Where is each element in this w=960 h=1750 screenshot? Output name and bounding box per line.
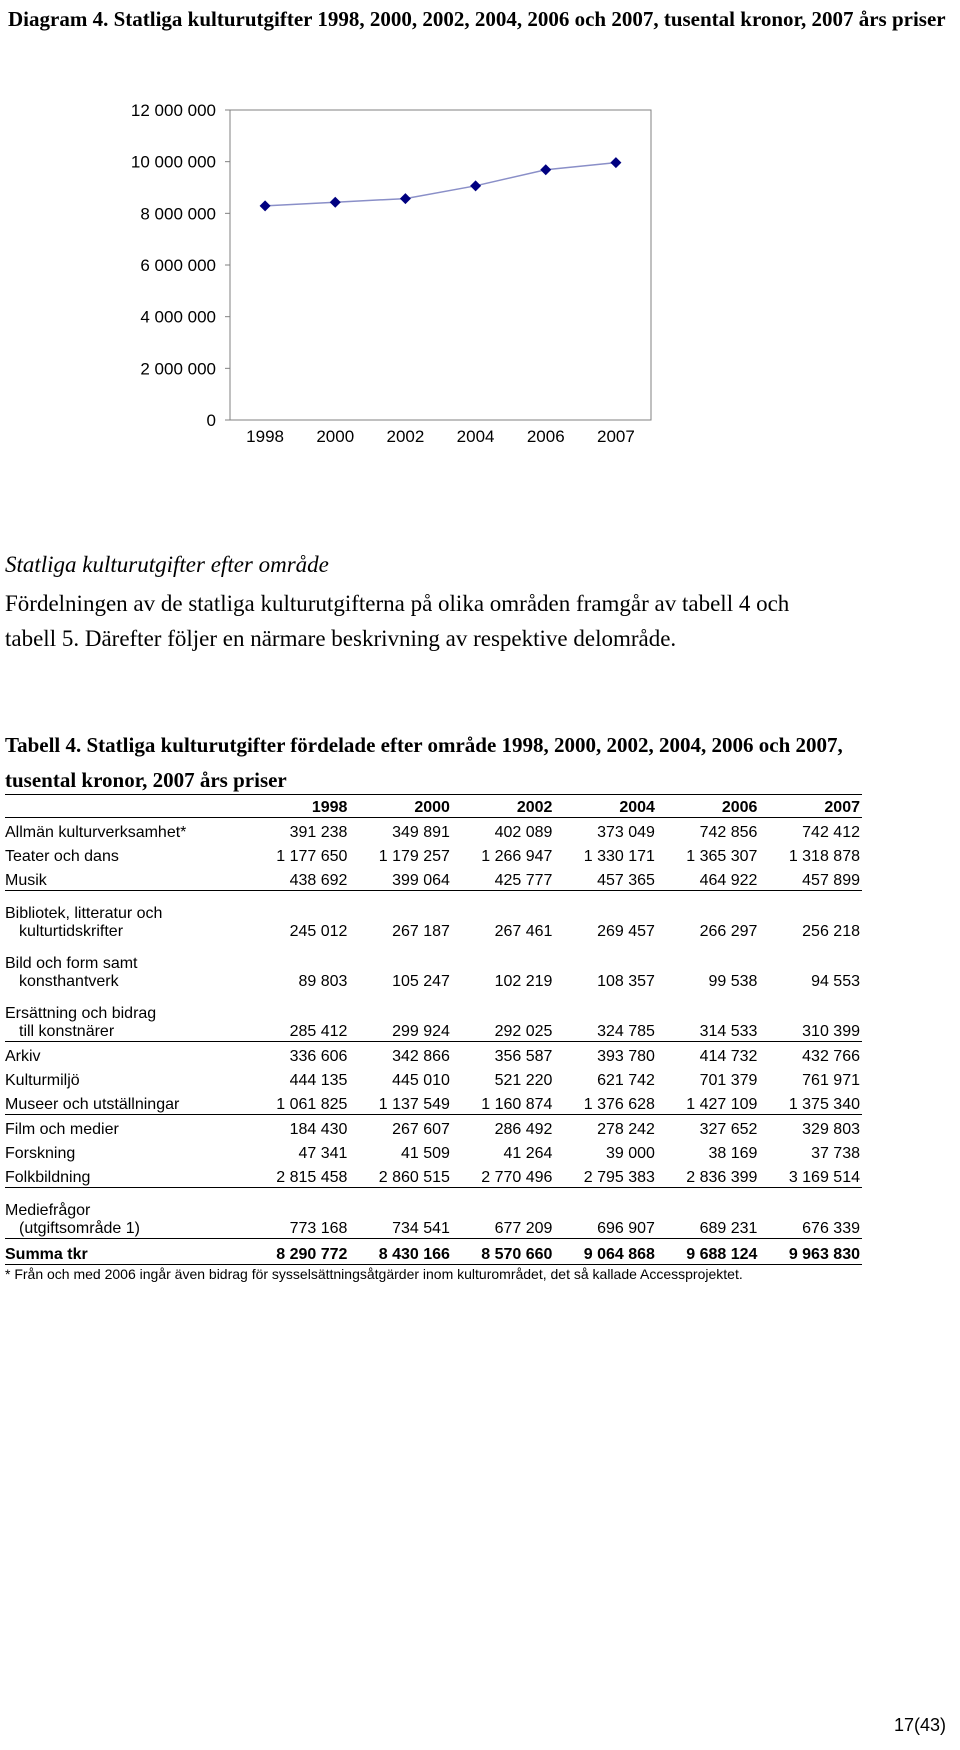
row-label-line: Museer och utställningar xyxy=(5,1096,180,1113)
row-label xyxy=(5,991,247,1042)
row-label-line: (utgiftsområde 1) xyxy=(19,1220,140,1237)
row-label-line: till konstnärer xyxy=(19,1023,115,1040)
section-heading: Statliga kulturutgifter efter område xyxy=(5,552,329,577)
table-cell: 425 777 xyxy=(494,872,553,889)
table-cell: 108 357 xyxy=(597,973,655,990)
row-label-line: Allmän kulturverksamhet* xyxy=(5,824,187,841)
total-cell: 9 688 124 xyxy=(686,1246,758,1263)
table-cell: 742 412 xyxy=(802,824,860,841)
table-cell: 399 064 xyxy=(392,872,450,889)
table-cell: 1 266 947 xyxy=(481,848,553,865)
total-cell: 8 290 772 xyxy=(276,1246,348,1263)
expenditure-table xyxy=(5,794,862,1265)
table-cell: 267 607 xyxy=(392,1121,450,1138)
table-row xyxy=(5,1139,862,1163)
table-cell: 773 168 xyxy=(289,1220,348,1237)
table-cell: 89 803 xyxy=(298,973,348,990)
table-cell: 94 553 xyxy=(811,973,860,990)
x-tick-label: 2006 xyxy=(526,427,565,446)
table-cell: 329 803 xyxy=(802,1121,860,1138)
table-cell: 677 209 xyxy=(494,1220,553,1237)
row-label-line: kulturtidskrifter xyxy=(19,923,124,940)
table-cell: 342 866 xyxy=(392,1048,450,1065)
table-cell: 734 541 xyxy=(392,1220,450,1237)
x-tick-label: 2007 xyxy=(597,427,635,446)
table-row xyxy=(5,1090,862,1115)
table-row xyxy=(5,842,862,866)
data-point-marker xyxy=(540,164,551,175)
table-cell: 2 860 515 xyxy=(378,1169,450,1186)
table-cell: 696 907 xyxy=(597,1220,655,1237)
table-cell: 39 000 xyxy=(605,1145,655,1162)
table-cell: 47 341 xyxy=(298,1145,348,1162)
footnote: * Från och med 2006 ingår även bidrag för sysselsättningsåtgärder inom kulturområdet, det så kallade Accessprojektet. xyxy=(5,1266,743,1282)
table-body xyxy=(5,818,862,1265)
y-tick-label: 12 000 000 xyxy=(130,101,216,120)
data-point-marker xyxy=(330,197,341,208)
table-row xyxy=(5,1042,862,1067)
data-point-marker xyxy=(610,157,621,168)
table-cell: 299 924 xyxy=(392,1023,450,1040)
table-cell: 327 652 xyxy=(699,1121,758,1138)
table-cell: 1 330 171 xyxy=(583,848,655,865)
table-row xyxy=(5,1188,862,1239)
plot-area-frame xyxy=(230,110,651,420)
table-cell: 1 179 257 xyxy=(378,848,450,865)
table-cell: 402 089 xyxy=(494,824,553,841)
x-tick-label: 2004 xyxy=(456,427,495,446)
page-number: 17(43) xyxy=(893,1715,946,1735)
body-paragraph: Fördelningen av de statliga kulturutgifterna på olika områden framgår av tabell 4 och tabell 5. Därefter följer en närmare beskrivning av respektive delområde. xyxy=(5,591,790,651)
total-cell: 8 430 166 xyxy=(378,1246,450,1263)
table-cell: 310 399 xyxy=(802,1023,860,1040)
data-point-marker xyxy=(260,200,271,211)
total-cell: 9 064 868 xyxy=(583,1246,655,1263)
table-cell: 457 365 xyxy=(597,872,655,889)
x-tick-label: 2000 xyxy=(316,427,355,446)
diagram-caption: Diagram 4. Statliga kulturutgifter 1998, 2000, 2002, 2004, 2006 och 2007, tusental kronor, 2007 års priser xyxy=(8,7,946,31)
table-row xyxy=(5,991,862,1042)
table-cell: 102 219 xyxy=(494,973,553,990)
table-row xyxy=(5,941,862,991)
table-cell: 3 169 514 xyxy=(788,1169,860,1186)
total-cell: 8 570 660 xyxy=(481,1246,553,1263)
table-cell: 1 177 650 xyxy=(276,848,348,865)
table-cell: 38 169 xyxy=(708,1145,758,1162)
row-label xyxy=(5,1042,247,1067)
y-tick-label: 4 000 000 xyxy=(140,307,216,327)
row-label xyxy=(5,1163,247,1188)
table-cell: 621 742 xyxy=(597,1072,655,1089)
row-label xyxy=(5,1066,247,1090)
table-cell: 438 692 xyxy=(289,872,348,889)
row-label xyxy=(5,1188,247,1239)
table-cell: 349 891 xyxy=(392,824,450,841)
table-cell: 336 606 xyxy=(289,1048,348,1065)
table-cell: 689 231 xyxy=(699,1220,758,1237)
row-label xyxy=(5,941,247,991)
table-cell: 184 430 xyxy=(289,1121,348,1138)
table-cell: 41 509 xyxy=(400,1145,450,1162)
x-tick-label: 1998 xyxy=(246,427,284,446)
table-cell: 1 376 628 xyxy=(583,1096,655,1113)
table-cell: 267 461 xyxy=(494,923,553,940)
table-cell: 356 587 xyxy=(494,1048,553,1065)
chart-series xyxy=(260,157,622,211)
row-label-line: konsthantverk xyxy=(19,973,119,990)
header-corner xyxy=(5,795,247,818)
column-header: 2000 xyxy=(414,799,450,816)
table-cell: 1 365 307 xyxy=(686,848,758,865)
table-cell: 1 160 874 xyxy=(481,1096,553,1113)
row-label-line: Mediefrågor xyxy=(5,1202,91,1219)
table-caption: Tabell 4. Statliga kulturutgifter fördelade efter område 1998, 2000, 2002, 2004, 2006 och 2007, tusental kronor, 2007 års priser xyxy=(5,733,843,792)
row-label-line: Forskning xyxy=(5,1145,76,1162)
y-tick-label: 0 xyxy=(206,411,216,430)
data-point-marker xyxy=(400,193,411,204)
row-label-line: Ersättning och bidrag xyxy=(5,1005,157,1022)
table-cell: 266 297 xyxy=(699,923,758,940)
row-label xyxy=(5,1139,247,1163)
table-cell: 444 135 xyxy=(289,1072,348,1089)
table-cell: 99 538 xyxy=(708,973,758,990)
table-cell: 1 375 340 xyxy=(788,1096,860,1113)
table-cell: 414 732 xyxy=(699,1048,758,1065)
table-cell: 393 780 xyxy=(597,1048,655,1065)
table-cell: 373 049 xyxy=(597,824,655,841)
table-cell: 41 264 xyxy=(503,1145,553,1162)
row-label-line: Musik xyxy=(5,872,47,889)
y-axis xyxy=(131,101,651,430)
y-tick-label: 8 000 000 xyxy=(140,204,216,224)
table-row xyxy=(5,818,862,843)
table-cell: 521 220 xyxy=(494,1072,553,1089)
y-tick-label: 6 000 000 xyxy=(140,256,216,275)
row-label xyxy=(5,891,247,942)
table-cell: 742 856 xyxy=(699,824,758,841)
row-label-line: Bild och form samt xyxy=(5,955,138,972)
table-row xyxy=(5,891,862,942)
table-cell: 314 533 xyxy=(699,1023,758,1040)
table-total-row xyxy=(5,1239,862,1265)
table-cell: 245 012 xyxy=(289,923,348,940)
table-cell: 324 785 xyxy=(597,1023,655,1040)
table-cell: 1 318 878 xyxy=(788,848,860,865)
data-point-marker xyxy=(470,180,481,191)
row-label xyxy=(5,818,247,843)
row-label xyxy=(5,1115,247,1140)
table-cell: 286 492 xyxy=(494,1121,553,1138)
table-cell: 391 238 xyxy=(289,824,348,841)
total-cell: 9 963 830 xyxy=(788,1246,860,1263)
row-label xyxy=(5,1090,247,1115)
table-cell: 761 971 xyxy=(802,1072,860,1089)
table-row xyxy=(5,1163,862,1188)
table-row xyxy=(5,1066,862,1090)
table-row xyxy=(5,866,862,891)
table-cell: 292 025 xyxy=(494,1023,553,1040)
row-label-line: Arkiv xyxy=(5,1048,41,1065)
table-row xyxy=(5,1115,862,1140)
row-label-line: Folkbildning xyxy=(5,1169,91,1186)
table-cell: 701 379 xyxy=(699,1072,758,1089)
x-tick-label: 2002 xyxy=(386,427,425,446)
x-axis xyxy=(246,427,635,446)
column-header: 2002 xyxy=(516,799,553,816)
table-cell: 1 427 109 xyxy=(686,1096,758,1113)
table-cell: 269 457 xyxy=(597,923,655,940)
row-label xyxy=(5,866,247,891)
row-label-line: Bibliotek, litteratur och xyxy=(5,905,163,922)
table-cell: 256 218 xyxy=(802,923,860,940)
column-header: 2007 xyxy=(824,799,860,816)
table-cell: 457 899 xyxy=(802,872,860,889)
table-cell: 267 187 xyxy=(392,923,450,940)
line-chart xyxy=(0,95,760,505)
column-header: 2004 xyxy=(619,799,655,816)
row-label-line: Kulturmiljö xyxy=(5,1072,80,1089)
table-cell: 432 766 xyxy=(802,1048,860,1065)
column-header: 2006 xyxy=(721,799,758,816)
y-tick-label: 10 000 000 xyxy=(130,152,216,172)
table-cell: 2 815 458 xyxy=(276,1169,348,1186)
row-label-line: Teater och dans xyxy=(5,848,119,865)
row-label-line: Film och medier xyxy=(5,1121,119,1138)
column-header: 1998 xyxy=(311,799,348,816)
table-cell: 676 339 xyxy=(802,1220,860,1237)
table-cell: 1 061 825 xyxy=(276,1096,348,1113)
table-cell: 2 770 496 xyxy=(481,1169,553,1186)
table-cell: 278 242 xyxy=(597,1121,655,1138)
row-label xyxy=(5,842,247,866)
table-cell: 105 247 xyxy=(392,973,450,990)
table-cell: 445 010 xyxy=(392,1072,450,1089)
table-cell: 1 137 549 xyxy=(378,1096,450,1113)
table-cell: 2 836 399 xyxy=(686,1169,758,1186)
table-cell: 37 738 xyxy=(811,1145,860,1162)
y-tick-label: 2 000 000 xyxy=(140,359,216,379)
total-label: Summa tkr xyxy=(5,1246,88,1263)
table-cell: 464 922 xyxy=(699,872,758,889)
table-header-row xyxy=(5,795,862,818)
table-cell: 285 412 xyxy=(289,1023,348,1040)
series-line xyxy=(265,163,616,206)
table-cell: 2 795 383 xyxy=(583,1169,655,1186)
